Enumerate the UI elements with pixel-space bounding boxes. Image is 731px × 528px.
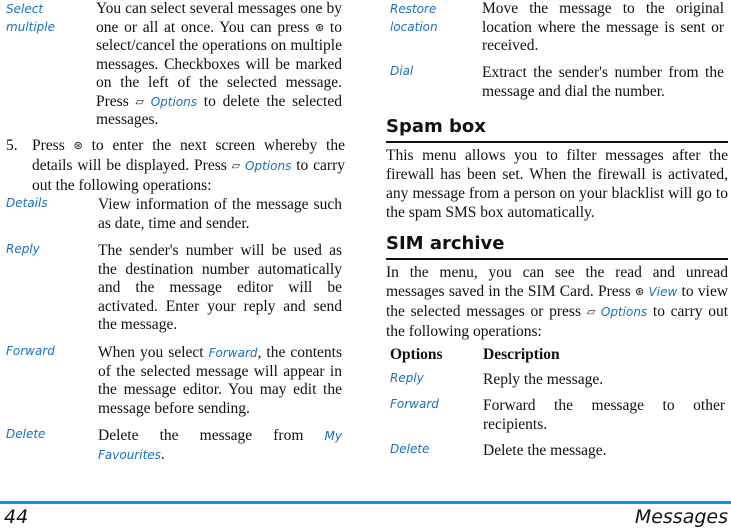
sim-forward-key: Forward bbox=[390, 397, 439, 411]
left-softkey-icon: ▱ bbox=[231, 160, 241, 172]
delete-entry bbox=[6, 427, 342, 467]
step-number: 5. bbox=[6, 137, 18, 154]
ok-key-icon: ⊛ bbox=[314, 21, 325, 34]
select-multiple-key: Select multiple bbox=[6, 2, 56, 34]
dial-description: Extract the sender's number from the message and dial the number. bbox=[482, 64, 724, 100]
restore-location-entry bbox=[390, 0, 726, 58]
sim-archive-text: In the menu, you can see the read and unread messages saved in the SIM Card. Press ⊛ View to view the selected messages or press ▱ Options to carry out the following operations: bbox=[386, 264, 729, 340]
step-5-text: Press ⊛ to enter the next screen whereby the details will be displayed. Press ▱ Options to carry out the following operations: bbox=[32, 137, 345, 194]
details-key: Details bbox=[6, 196, 48, 210]
details-description: View information of the message such as date, time and sender. bbox=[98, 196, 342, 232]
restore-location-key: Restore location bbox=[390, 2, 438, 34]
forward-entry bbox=[6, 344, 342, 422]
ok-key-icon: ⊛ bbox=[73, 140, 83, 152]
left-softkey-icon: ▱ bbox=[135, 95, 144, 108]
sim-heading-rule bbox=[386, 258, 728, 260]
sim-reply-description: Reply the message. bbox=[483, 371, 604, 388]
delete-key: Delete bbox=[6, 427, 46, 441]
forward-key: Forward bbox=[6, 344, 55, 358]
select-multiple-entry bbox=[6, 0, 342, 130]
sim-table-header bbox=[390, 346, 726, 366]
description-column-header: Description bbox=[483, 346, 560, 363]
spam-heading-rule bbox=[386, 141, 728, 143]
footer-bar bbox=[0, 501, 731, 504]
sim-delete-row bbox=[390, 442, 726, 462]
left-softkey-icon: ▱ bbox=[586, 306, 596, 318]
options-column-header: Options bbox=[390, 346, 443, 363]
sim-delete-description: Delete the message. bbox=[483, 442, 607, 459]
section-title: Messages bbox=[634, 506, 728, 528]
dial-entry bbox=[390, 64, 726, 104]
ok-key-icon: ⊛ bbox=[635, 286, 645, 298]
sim-reply-row bbox=[390, 371, 726, 391]
dial-key: Dial bbox=[390, 64, 414, 78]
page-number: 44 bbox=[4, 506, 29, 528]
forward-description: When you select Forward, the contents of the selected message will appear in the message editor. You may edit the message before sending. bbox=[98, 344, 342, 417]
reply-description: The sender's number will be used as the destination number automatically and the message editor will be activated. Enter your reply and send the message. bbox=[98, 242, 342, 333]
sim-reply-key: Reply bbox=[390, 371, 424, 385]
step-5 bbox=[6, 136, 346, 194]
spam-box-text: This menu allows you to filter messages after the firewall has been set. When the firewall is activated, any message from a person on your blacklist will go to the spam SMS box automatically. bbox=[386, 147, 728, 221]
sim-forward-row bbox=[390, 397, 726, 437]
sim-archive-heading: SIM archive bbox=[386, 233, 505, 254]
reply-entry bbox=[6, 242, 342, 337]
details-entry bbox=[6, 196, 342, 236]
spam-box-heading: Spam box bbox=[386, 116, 486, 137]
restore-location-description: Move the message to the original location where the message is sent or received. bbox=[482, 0, 724, 54]
reply-key: Reply bbox=[6, 242, 40, 256]
sim-forward-description: Forward the message to other recipients. bbox=[483, 397, 725, 433]
select-multiple-description: You can select several messages one by one or all at once. You can press ⊛ to select/cancel the operations on multiple messages. Checkboxes will be marked on the left of the selected message. Press ▱ Options to delete the selected messages. bbox=[96, 0, 342, 128]
delete-description: Delete the message from My Favourites. bbox=[98, 427, 342, 463]
sim-delete-key: Delete bbox=[390, 442, 430, 456]
